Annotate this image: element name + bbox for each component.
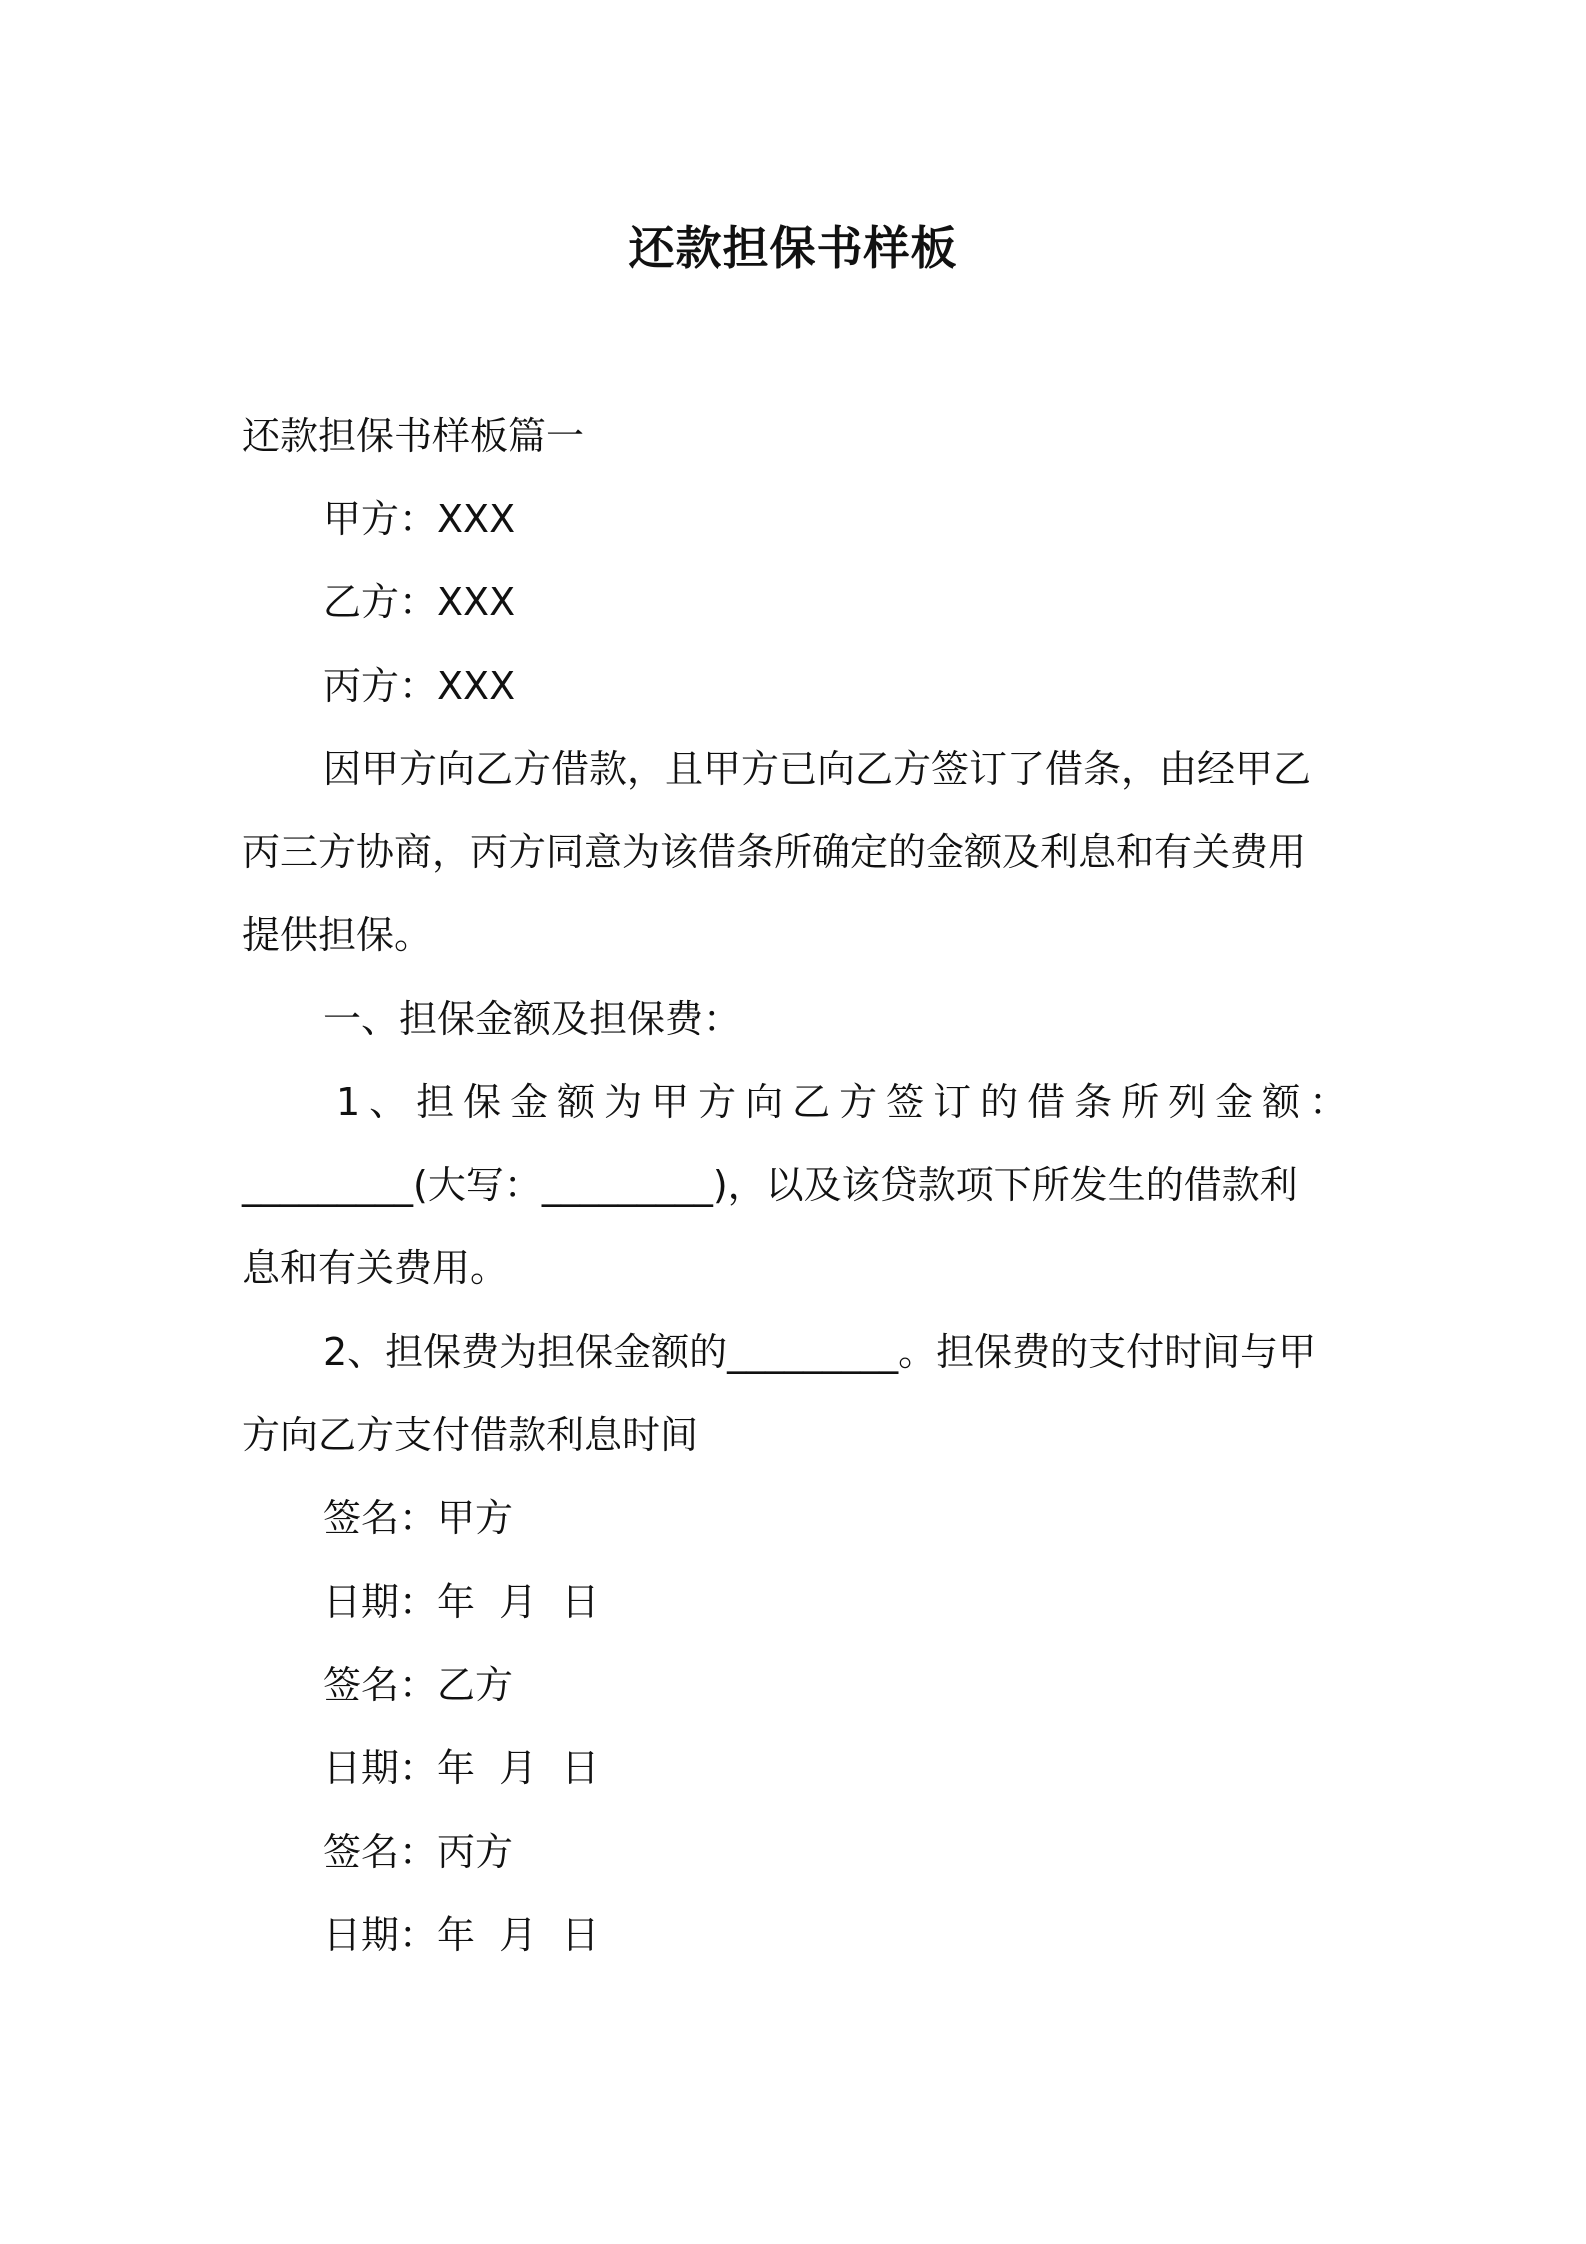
clause-line: 方向乙方支付借款利息时间 bbox=[242, 1413, 699, 1457]
party-c-line: 丙方：XXX bbox=[323, 664, 516, 708]
clause-line: 1、担保金额为甲方向乙方签订的借条所列金额： bbox=[336, 1080, 1357, 1124]
date-party-b: 日期：年 月 日 bbox=[323, 1746, 600, 1790]
clause-heading: 一、担保金额及担保费： bbox=[323, 997, 742, 1041]
paragraph-line: 因甲方向乙方借款，且甲方已向乙方签订了借条，由经甲乙 bbox=[323, 747, 1312, 791]
clause-line: 2、担保费为担保金额的_________。担保费的支付时间与甲 bbox=[323, 1330, 1317, 1374]
clause-line: 息和有关费用。 bbox=[242, 1246, 509, 1290]
section-heading: 还款担保书样板篇一 bbox=[242, 414, 585, 458]
signature-party-b: 签名：乙方 bbox=[323, 1663, 514, 1707]
party-b-line: 乙方：XXX bbox=[323, 580, 516, 624]
paragraph-line: 丙三方协商，丙方同意为该借条所确定的金额及利息和有关费用 bbox=[242, 830, 1307, 874]
date-party-c: 日期：年 月 日 bbox=[323, 1913, 600, 1957]
signature-party-c: 签名：丙方 bbox=[323, 1830, 514, 1874]
paragraph-line: 提供担保。 bbox=[242, 913, 433, 957]
date-party-a: 日期：年 月 日 bbox=[323, 1580, 600, 1624]
signature-party-a: 签名：甲方 bbox=[323, 1496, 514, 1540]
party-a-line: 甲方：XXX bbox=[323, 497, 516, 541]
document-title: 还款担保书样板 bbox=[628, 221, 958, 275]
clause-line: _________(大写：_________)，以及该贷款项下所发生的借款利 bbox=[242, 1163, 1298, 1207]
